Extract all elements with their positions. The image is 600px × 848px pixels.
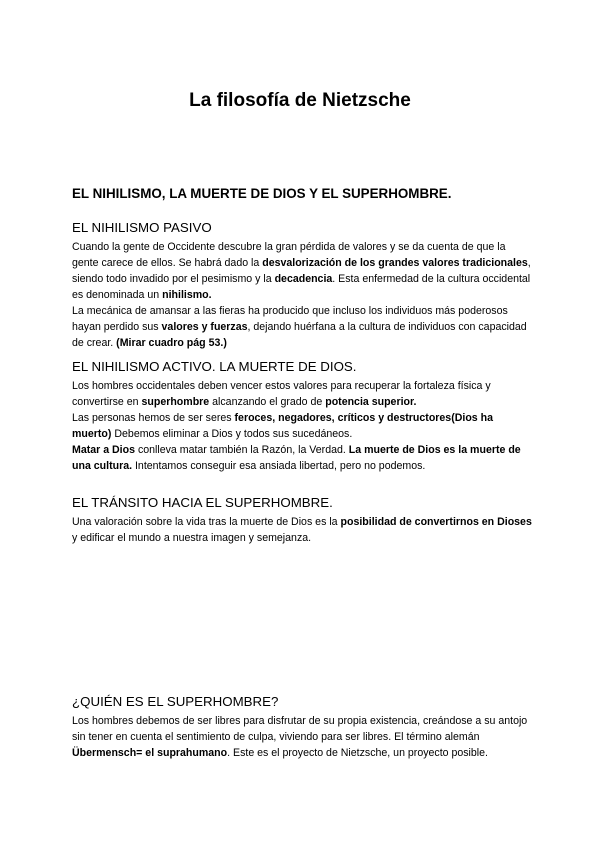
section-nihilismo-pasivo xyxy=(72,220,532,351)
bold-run: posibilidad de convertirnos en Dioses xyxy=(340,516,532,528)
bold-run: valores y fuerzas xyxy=(161,321,248,333)
paragraph xyxy=(72,514,532,546)
bold-run: superhombre xyxy=(141,396,210,408)
text-run: Una valoración sobre la vida tras la muerte de Dios es la xyxy=(72,516,341,528)
document-title: La filosofía de Nietzsche xyxy=(189,90,411,111)
section-transito-superhombre xyxy=(72,495,532,546)
section-nihilismo-activo xyxy=(72,359,532,474)
section-heading: ¿QUIÉN ES EL SUPERHOMBRE? xyxy=(72,694,279,709)
section-heading: EL TRÁNSITO HACIA EL SUPERHOMBRE. xyxy=(72,495,333,510)
text-run: Las personas hemos de ser seres xyxy=(72,412,235,424)
text-run: y edificar el mundo a nuestra imagen y semejanza. xyxy=(72,532,312,544)
text-run: alcanzando el grado de xyxy=(209,396,326,408)
bold-run: Matar a Dios xyxy=(72,444,135,456)
text-run: . Esta enfermedad de la cultura occidental es denominada un xyxy=(72,273,531,301)
bold-run: feroces, negadores, críticos y destructores(Dios ha muerto) xyxy=(72,412,493,440)
bold-run: Übermensch= el suprahumano xyxy=(72,747,228,759)
text-run: Debemos eliminar a Dios y todos sus sucedáneos. xyxy=(111,428,353,440)
bold-run: nihilismo. xyxy=(162,289,212,301)
paragraph xyxy=(72,378,532,410)
bold-run: (Mirar cuadro pág 53.) xyxy=(116,337,227,349)
text-run: Los hombres debemos de ser libres para disfrutar de su propia existencia, creándose a su antojo sin tener en cuenta el sentimiento de culpa, viviendo para ser libres. El término alemán xyxy=(72,715,528,743)
section-heading: EL NIHILISMO ACTIVO. LA MUERTE DE DIOS. xyxy=(72,359,357,374)
text-run: , siendo todo invadido por el pesimismo y la xyxy=(72,257,531,285)
section-heading: EL NIHILISMO PASIVO xyxy=(72,220,212,235)
text-run: Los hombres occidentales deben vencer estos valores para recuperar la fortaleza física y convertirse en xyxy=(72,380,491,408)
bold-run: La muerte de Dios es la muerte de una cultura. xyxy=(72,444,521,472)
bold-run: decadencia xyxy=(274,273,333,285)
paragraph xyxy=(72,410,532,442)
paragraph xyxy=(72,713,532,761)
text-run: Cuando la gente de Occidente descubre la gran pérdida de valores y se da cuenta de que la gente carece de ellos. Se habrá dado la xyxy=(72,241,506,269)
text-run: . Este es el proyecto de Nietzsche, un proyecto posible. xyxy=(227,747,488,759)
text-run: La mecánica de amansar a las fieras ha producido que incluso los individuos más poderosos hayan perdido sus xyxy=(72,305,508,333)
paragraph xyxy=(72,442,532,474)
bold-run: potencia superior. xyxy=(325,396,417,408)
main-heading: EL NIHILISMO, LA MUERTE DE DIOS Y EL SUPERHOMBRE. xyxy=(72,186,452,201)
text-run: , dejando huérfana a la cultura de individuos con capacidad de crear. xyxy=(72,321,527,349)
section-quien-es-superhombre xyxy=(72,694,532,761)
paragraph xyxy=(72,303,532,351)
bold-run: desvalorización de los grandes valores tradicionales xyxy=(262,257,528,269)
text-run: conlleva matar también la Razón, la Verdad. xyxy=(135,444,349,456)
paragraph xyxy=(72,239,532,303)
text-run: Intentamos conseguir esa ansiada libertad, pero no podemos. xyxy=(132,460,426,472)
